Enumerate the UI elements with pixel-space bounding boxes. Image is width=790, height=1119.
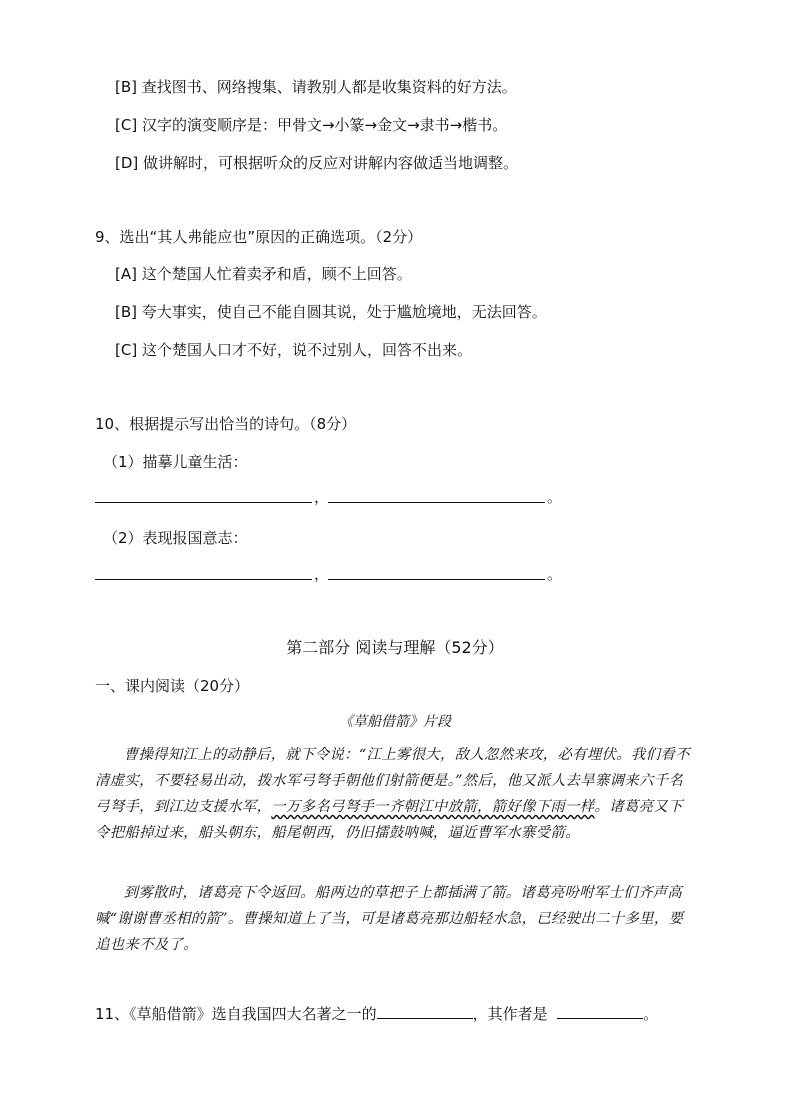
q10-title: 10、根据提示写出恰当的诗句。（8分） [95,415,357,433]
q10-sub2: （2）表现报国意志： [103,529,248,547]
answer-blank[interactable] [95,579,312,580]
period: 。 [547,488,563,506]
q10-answer-row-2 [95,562,565,584]
option-text: 这个楚国人口才不好，说不过别人，回答不出来。 [141,341,472,359]
comma: ， [314,565,330,583]
passage-title: 《草船借箭》片段 [339,714,451,730]
para1-wavy-underlined: 一万多名弓弩手一齐朝江中放箭，箭好像下雨一样 [271,799,595,815]
option-text: 查找图书、网络搜集、请教别人都是收集资料的好方法。 [141,78,517,96]
q10-answer-row-1 [95,485,565,507]
q11-text-a: 11、《草船借箭》选自我国四大名著之一的 [95,1005,377,1023]
option-text: 夸大事实，使自己不能自圆其说，处于尴尬境地，无法回答。 [141,303,547,321]
period: 。 [547,565,563,583]
option-label: [A] [115,265,137,283]
answer-blank[interactable] [557,1004,643,1019]
q8-option-d [115,152,518,173]
q8-option-b [115,76,517,97]
passage-paragraph-1 [95,742,695,846]
option-label: [B] [115,303,137,321]
comma: ， [314,488,330,506]
answer-blank[interactable] [328,502,545,503]
passage-paragraph-2: 到雾散时，诸葛亮下令返回。船两边的草把子上都插满了箭。诸葛亮吩咐军士们齐声高喊“谢谢曹丞相的箭”。曹操知道上了当，可是诸葛亮那边船轻水急，已经驶出二十多里，要追也来不及了。 [95,885,684,953]
option-label: [D] [115,154,139,172]
answer-blank[interactable] [95,502,312,503]
para1-text-b: 。诸葛亮又下令把船掉过来，船头朝东，船尾朝西，仍旧擂鼓呐喊，逼近曹军水寨受箭。 [95,799,683,841]
q11-text-c: 。 [643,1005,659,1023]
answer-blank[interactable] [328,579,545,580]
q9-title: 9、选出“其人弗能应也”原因的正确选项。（2分） [95,228,423,246]
q10-sub1: （1）描摹儿童生活： [103,453,248,471]
option-text: 这个楚国人忙着卖矛和盾，顾不上回答。 [141,265,412,283]
q9-option-c [115,339,472,360]
part2-title: 第二部分 阅读与理解（52分） [286,638,504,657]
q9-option-a [115,263,412,284]
answer-blank[interactable] [377,1004,473,1019]
q9-option-b [115,301,547,322]
option-label: [C] [115,341,138,359]
option-text: 做讲解时，可根据听众的反应对讲解内容做适当地调整。 [143,154,519,172]
q11 [95,1003,658,1024]
section1-title: 一、课内阅读（20分） [95,677,250,695]
option-text: 汉字的演变顺序是：甲骨文→小篆→金文→隶书→楷书。 [141,116,508,134]
para1-text-a: 曹操得知江上的动静后，就下令说：“江上雾很大，敌人忽然来攻，必有埋伏。我们看不清虚实，不要轻易出动，拨水军弓弩手朝他们射箭便是。”然后，他又派人去旱寨调来六千名弓弩手，到江边支援水军， [95,747,690,815]
q8-option-c [115,114,507,135]
q11-text-b: ，其作者是 [472,1005,548,1023]
option-label: [B] [115,78,137,96]
option-label: [C] [115,116,138,134]
